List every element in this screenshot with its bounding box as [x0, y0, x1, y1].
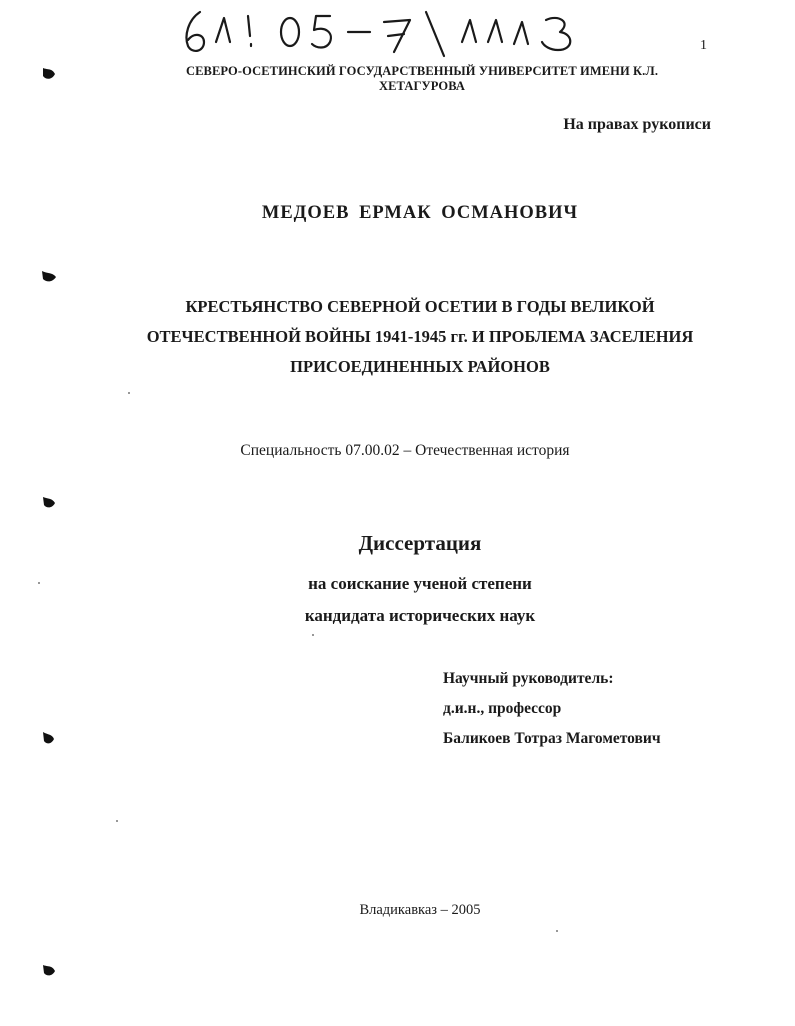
title-line: КРЕСТЬЯНСТВО СЕВЕРНОЙ ОСЕТИИ В ГОДЫ ВЕЛИКОЙ — [185, 297, 655, 316]
binder-hole-mark — [40, 730, 58, 746]
binder-hole-mark — [40, 962, 58, 978]
title-line: ОТЕЧЕСТВЕННОЙ ВОЙНЫ 1941-1945 гг. И ПРОБЛЕМА ЗАСЕЛЕНИЯ — [146, 327, 694, 346]
supervisor-block — [443, 664, 661, 754]
degree-line: кандидата исторических наук — [304, 606, 536, 625]
dissertation-type: Диссертация — [358, 531, 482, 555]
scan-speck — [128, 392, 130, 394]
degree-line: на соискание ученой степени — [308, 574, 532, 593]
specialty-line: Специальность 07.00.02 – Отечественная история — [240, 442, 570, 459]
dissertation-title — [110, 292, 730, 382]
university-name: СЕВЕРО-ОСЕТИНСКИЙ ГОСУДАРСТВЕННЫЙ УНИВЕРСИТЕТ ИМЕНИ К.Л. ХЕТАГУРОВА — [185, 64, 659, 93]
supervisor-name: Баликоев Тотраз Магометович — [443, 730, 661, 747]
binder-hole-mark — [40, 268, 58, 284]
binder-hole-mark — [40, 494, 58, 510]
manuscript-rights-note: На правах рукописи — [563, 116, 711, 133]
scan-speck — [116, 820, 118, 822]
page-number: 1 — [700, 38, 707, 53]
degree-statement — [110, 568, 730, 632]
scan-speck — [38, 582, 40, 584]
handwritten-archive-code — [178, 2, 598, 62]
supervisor-rank: д.и.н., профессор — [443, 700, 562, 717]
scan-speck — [312, 634, 314, 636]
binder-hole-mark — [40, 66, 58, 82]
city-year: Владикавказ – 2005 — [359, 902, 481, 918]
title-line: ПРИСОЕДИНЕННЫХ РАЙОНОВ — [290, 357, 550, 376]
scan-speck — [556, 930, 558, 932]
supervisor-label: Научный руководитель: — [443, 670, 614, 687]
author-name: МЕДОЕВ ЕРМАК ОСМАНОВИЧ — [261, 203, 579, 223]
